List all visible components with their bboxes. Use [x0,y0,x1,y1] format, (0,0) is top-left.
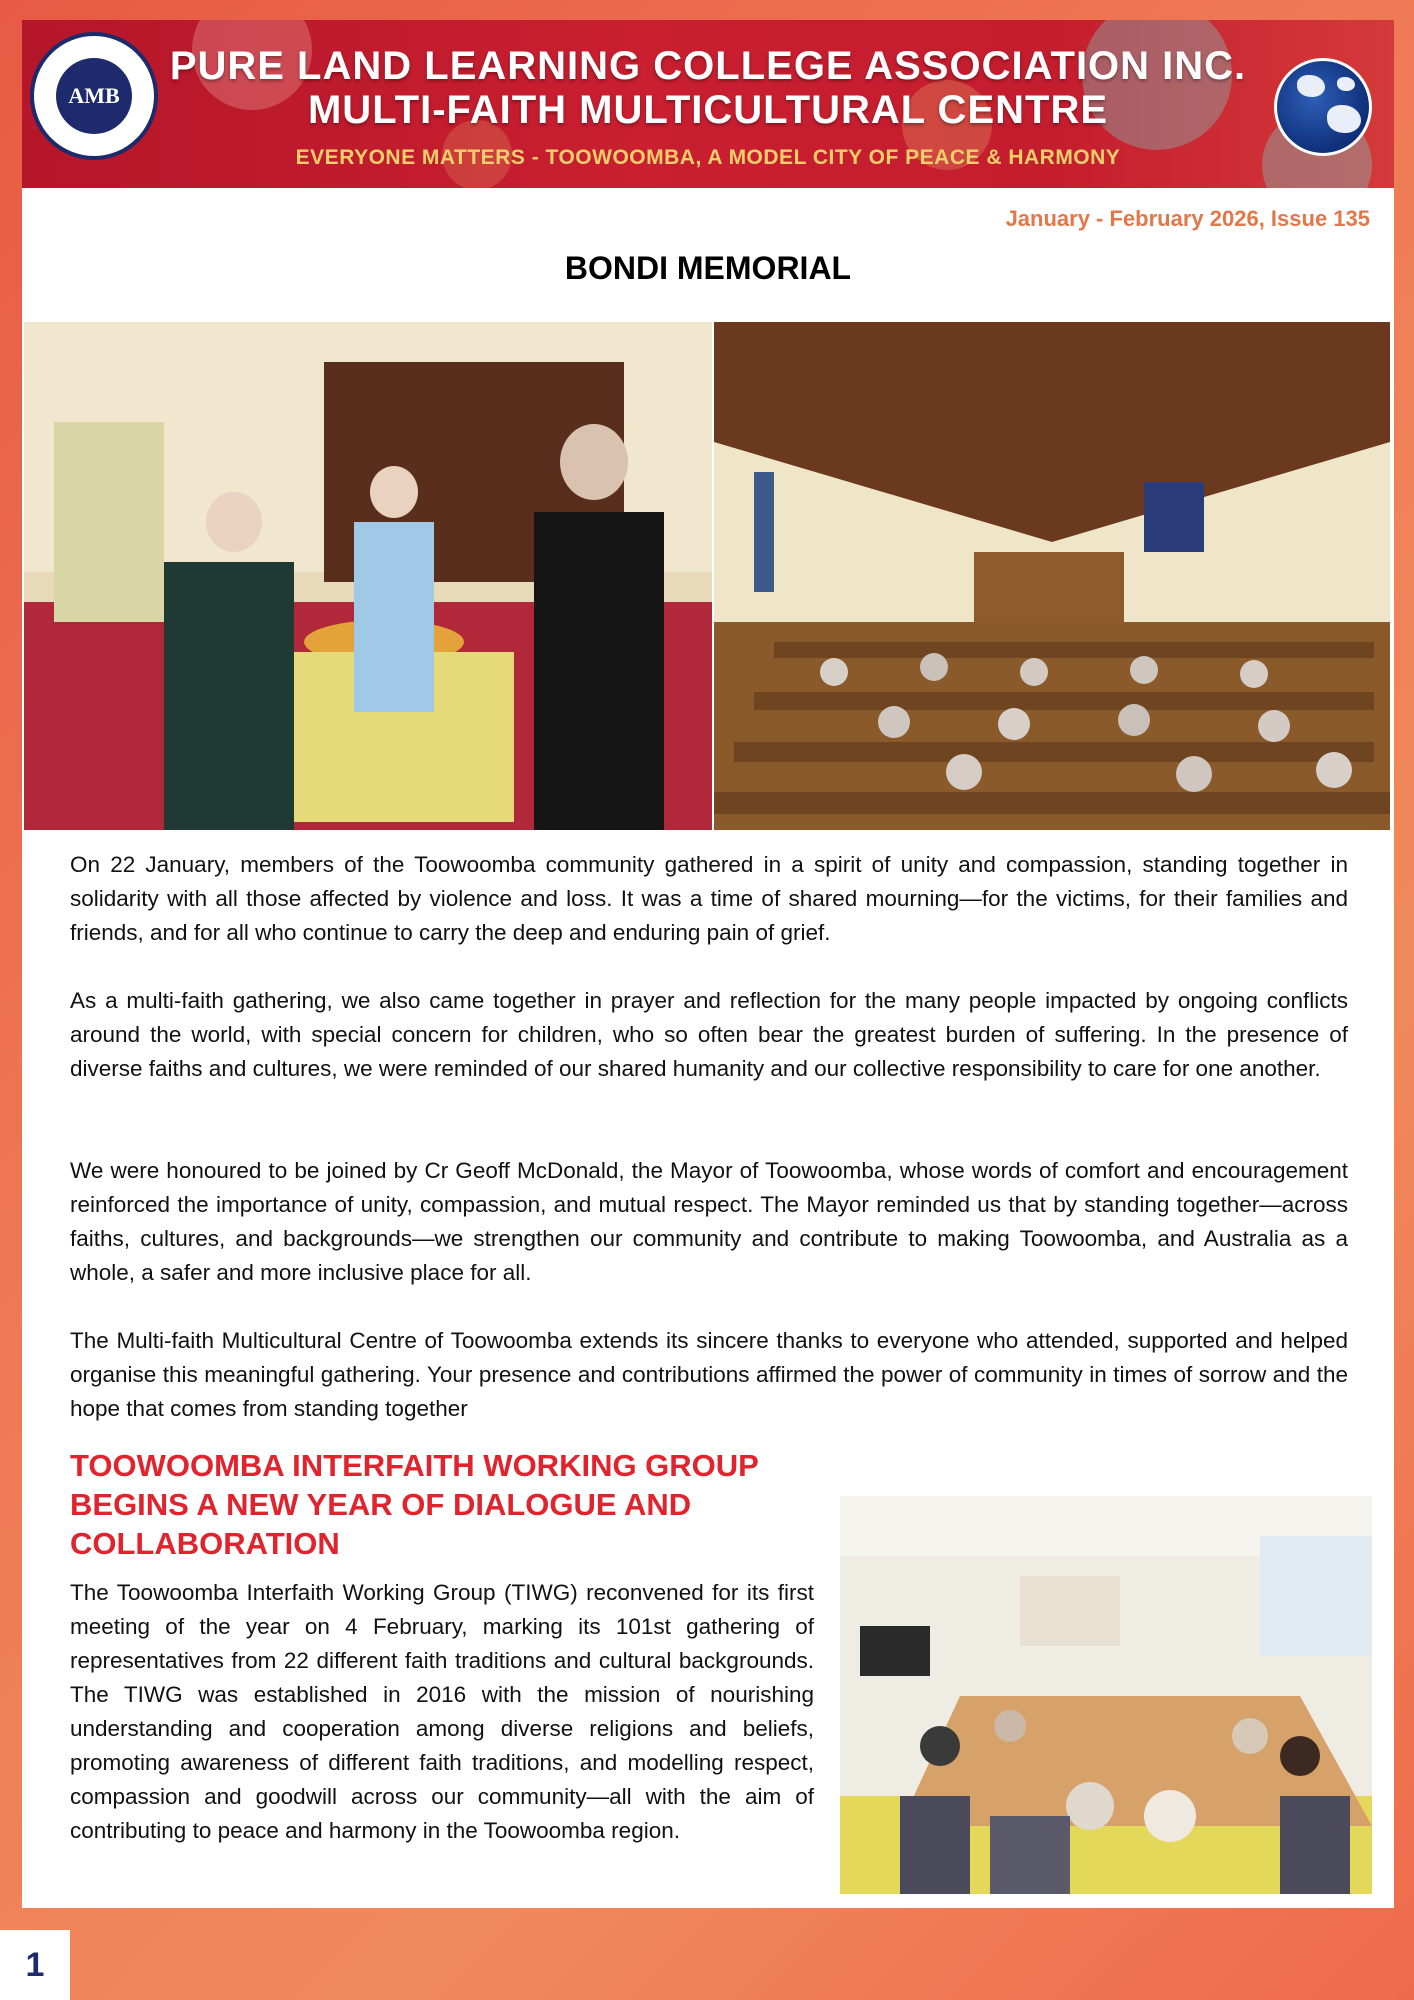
header-tagline: EVERYONE MATTERS - TOOWOOMBA, A MODEL CITY OF PEACE & HARMONY [295,146,1121,169]
page-number: 1 [0,1930,70,2000]
photo-church-congregation [714,322,1390,830]
photo-tiwg-meeting [840,1496,1372,1894]
section-title-bondi: BONDI MEMORIAL [564,250,852,286]
issue-label: January - February 2026, Issue 135 [1005,206,1370,231]
paragraph: As a multi-faith gathering, we also came together in prayer and reflection for the many people impacted by ongoing conflicts around the world, with special concern for children, who so often bear the greatest burden of suffering. In the presence of diverse faiths and cultures, we were reminded of our shared humanity and our collective responsibility to care for one another. [70,988,1348,1081]
candle-lighting-illustration [24,322,712,830]
globe-icon [1274,58,1372,156]
paragraph: We were honoured to be joined by Cr Geoff McDonald, the Mayor of Toowoomba, whose words of comfort and encouragement reinforced the importance of unity, compassion, and mutual respect. The Mayor reminded us that by standing together—across faiths, cultures, and backgrounds—we strengthen our community and contribute to making Toowoomba, and Australia as a whole, a safer and more inclusive place for all. [70,1158,1348,1285]
paragraph: On 22 January, members of the Toowoomba community gathered in a spirit of unity and compassion, standing together in solidarity with all those affected by violence and loss. It was a time of shared mourning—for the victims, for their families and friends, and for all who continue to carry the deep and enduring pain of grief. [70,852,1348,945]
paragraph: The Toowoomba Interfaith Working Group (TIWG) reconvened for its first meeting of the year on 4 February, marking its 101st gathering of representatives from 22 different faith traditions and cultural backgrounds. The TIWG was established in 2016 with the mission of nourishing understanding and cooperation among diverse religions and beliefs, promoting awareness of different faith traditions, and modelling respect, compassion and goodwill across our community—all with the aim of contributing to peace and harmony in the Toowoomba region. [70,1580,814,1843]
header-banner [22,20,1394,188]
section-title-tiwg: TOOWOOMBA INTERFAITH WORKING GROUP BEGINS A NEW YEAR OF DIALOGUE AND COLLABORATION [70,1448,759,1561]
church-interior-illustration [714,322,1390,830]
meeting-room-illustration [840,1496,1372,1894]
logo-text: AMB [56,58,132,134]
header-title-line2: MULTI-FAITH MULTICULTURAL CENTRE [307,88,1109,132]
header-title-line1: PURE LAND LEARNING COLLEGE ASSOCIATION INC. [169,44,1247,88]
photo-candle-lighting [24,322,712,830]
paragraph: The Multi-faith Multicultural Centre of Toowoomba extends its sincere thanks to everyone who attended, supported and helped organise this meaningful gathering. Your presence and contributions affirmed the power of community in times of sorrow and the hope that comes from standing together [70,1328,1348,1421]
page-content [22,188,1394,1908]
